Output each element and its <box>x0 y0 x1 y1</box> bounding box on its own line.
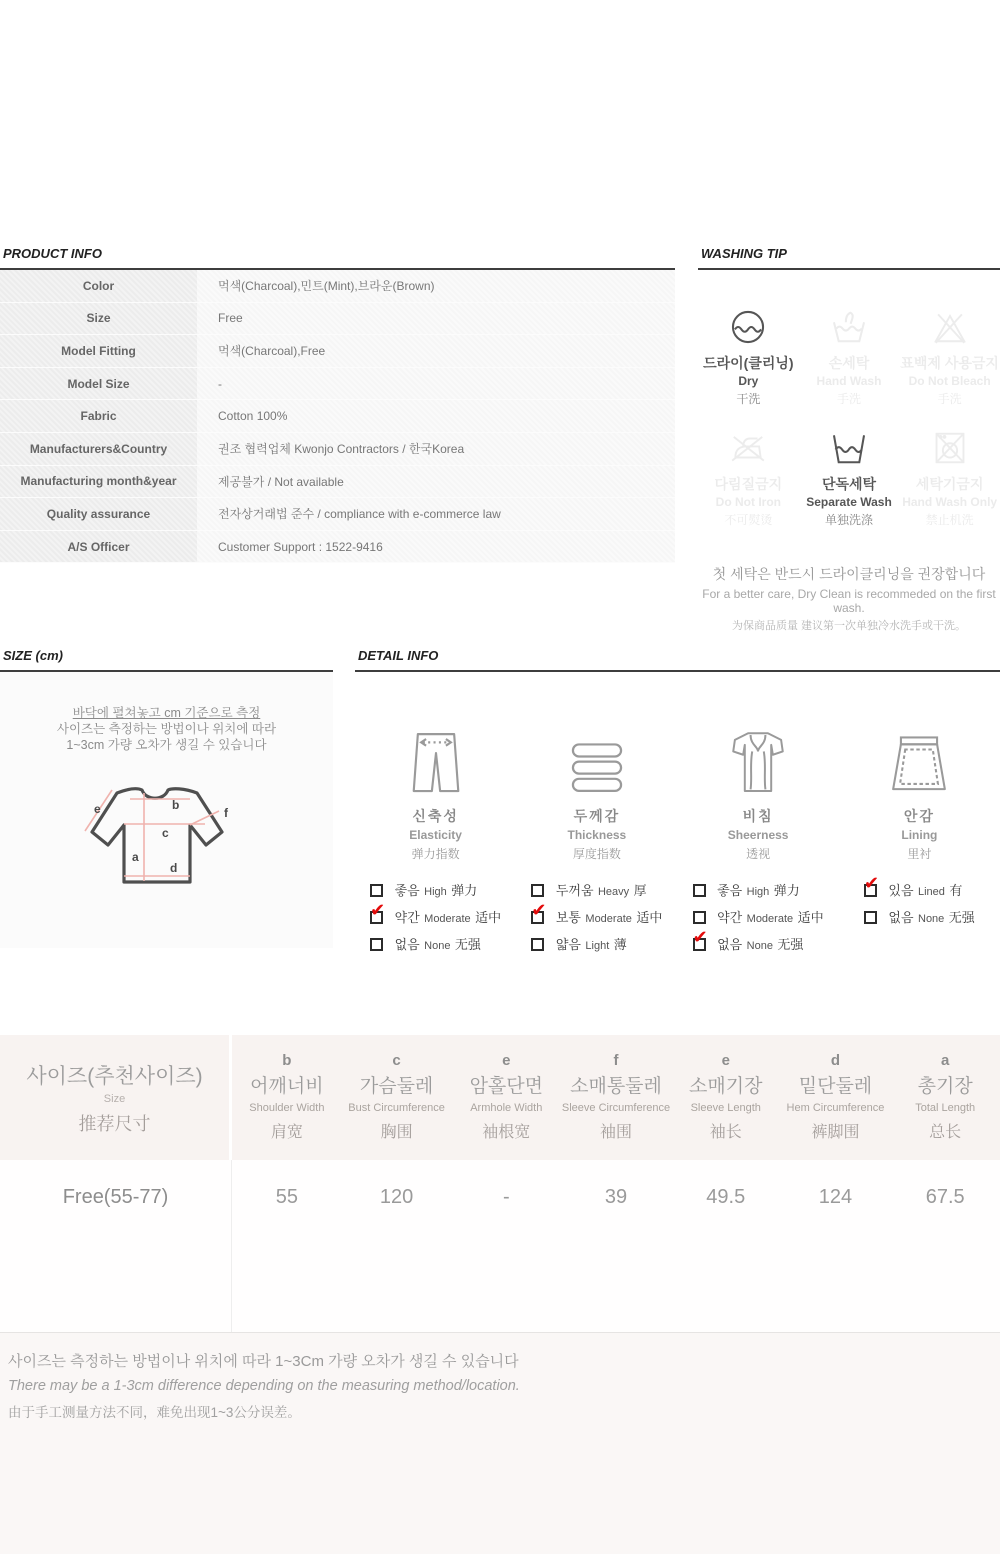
care-label-cn: 禁止机洗 <box>925 513 974 527</box>
checkbox <box>531 938 544 951</box>
row-value: - <box>197 368 675 400</box>
care-do-not-bleach <box>899 308 1000 407</box>
care-label-en: Separate Wash <box>806 495 892 509</box>
detail-label-en: Elasticity <box>409 828 462 842</box>
measurement-value: 67.5 <box>925 1186 965 1208</box>
washing-note-en: For a better care, Dry Clean is recommeded on the first wash. <box>702 587 996 615</box>
measuring-note-line1: 바닥에 펼쳐놓고 cm 기준으로 측정 <box>72 706 261 720</box>
care-do-not-iron <box>698 429 799 528</box>
detail-info-divider <box>355 670 1000 672</box>
column-header: e 소매기장 Sleeve Length 袖长 <box>689 1052 763 1141</box>
row-value: 권조 협력업체 Kwonjo Contractors / 한국Korea <box>197 433 675 465</box>
measurement-value: 55 <box>275 1186 298 1208</box>
checkbox-option[interactable]: ✔ 보통 Moderate 适中 <box>531 900 663 925</box>
detail-col-elasticity <box>355 728 516 961</box>
care-label-kr: 다림질금지 <box>714 476 783 492</box>
care-label-cn: 不可熨烫 <box>724 513 773 527</box>
checkbox-option[interactable]: 좋음 High 弹力 <box>370 880 501 900</box>
row-label: Size <box>0 303 197 335</box>
column-header: b 어깨너비 Shoulder Width 肩宽 <box>249 1052 325 1141</box>
measurement-values <box>232 1160 1000 1332</box>
care-label-cn: 手洗 <box>836 392 861 406</box>
table-row <box>0 531 675 564</box>
row-label: Manufacturing month&year <box>0 466 197 498</box>
measurement-value: 39 <box>604 1186 628 1208</box>
table-row <box>0 270 675 303</box>
option-list <box>693 880 824 961</box>
checkbox <box>531 884 544 897</box>
detail-label-cn: 厚度指数 <box>572 847 621 861</box>
checkbox <box>863 873 880 897</box>
table-row <box>0 466 675 499</box>
row-value: 제공불가 / Not available <box>197 466 675 498</box>
row-label: Manufacturers&Country <box>0 433 197 465</box>
care-separate-wash <box>799 429 900 528</box>
care-label-cn: 单独洗涤 <box>824 513 873 527</box>
do-not-iron-icon <box>698 429 799 467</box>
column-header: e 암홀단면 Armhole Width 袖根宽 <box>469 1052 543 1141</box>
care-label-cn: 手洗 <box>937 392 962 406</box>
checkbox <box>693 911 706 924</box>
measurement-value: 120 <box>379 1186 414 1208</box>
care-label-kr: 단독세탁 <box>821 476 877 492</box>
svg-text:b: b <box>171 798 179 812</box>
checkbox <box>692 927 708 951</box>
table-row <box>0 433 675 466</box>
checkbox-option[interactable]: 좋음 High 弹力 <box>693 880 824 900</box>
detail-col-thickness <box>516 728 677 961</box>
red-check-icon: ✔ <box>531 900 547 920</box>
column-header: f 소매통둘레 Sleeve Circumference 袖围 <box>561 1052 671 1141</box>
checkbox <box>531 900 547 924</box>
row-value: Free <box>197 303 675 335</box>
checkbox-option[interactable]: ✔ 있음 Lined 有 <box>863 873 963 898</box>
svg-text:e: e <box>93 802 101 816</box>
table-row <box>0 498 675 531</box>
red-check-icon: ✔ <box>692 927 708 947</box>
checkbox <box>693 884 706 897</box>
svg-text:f: f <box>223 806 228 820</box>
svg-text:c: c <box>161 826 169 840</box>
checkbox-option[interactable]: 없음 None 无强 <box>864 907 975 927</box>
detail-label-kr: 신축성 <box>412 808 459 824</box>
detail-label-en: Thickness <box>567 828 627 842</box>
washing-note-cn: 为保商品质量 建议第一次单独冷水洗手或干洗。 <box>731 620 967 632</box>
row-label: Model Fitting <box>0 335 197 367</box>
measurement-value: - <box>502 1186 510 1208</box>
red-check-icon: ✔ <box>863 873 880 893</box>
header-kr: 사이즈(추천사이즈) <box>26 1064 203 1088</box>
separate-wash-icon <box>799 429 900 467</box>
row-label: Quality assurance <box>0 498 197 530</box>
measuring-note-line2: 사이즈는 측정하는 방법이나 위치에 따라 <box>56 722 277 736</box>
column-header: d 밑단둘레 Hem Circumference 裤脚围 <box>786 1052 885 1141</box>
product-info-table <box>0 270 675 563</box>
option-list <box>863 873 975 934</box>
table-row <box>0 335 675 368</box>
checkbox <box>370 884 383 897</box>
size-table-header-size-col <box>0 1035 232 1160</box>
measurement-value: 124 <box>818 1186 853 1208</box>
measuring-note-line3: 1~3cm 가량 오차가 생길 수 있습니다 <box>66 738 267 752</box>
care-icon-grid <box>698 308 1000 528</box>
care-no-machine-wash <box>899 429 1000 528</box>
row-value: 먹색(Charcoal),Free <box>197 335 675 367</box>
detail-label-kr: 두께감 <box>573 808 621 824</box>
row-value: Cotton 100% <box>197 400 675 432</box>
care-label-cn: 干洗 <box>736 392 761 406</box>
detail-label-cn: 里衬 <box>907 847 932 861</box>
svg-text:a: a <box>131 850 139 864</box>
care-hand-wash <box>799 308 900 407</box>
hand-wash-icon <box>799 308 900 346</box>
checkbox-option[interactable]: 얇음 Light 薄 <box>531 934 662 954</box>
care-label-en: Do Not Iron <box>715 495 781 509</box>
checkbox-option[interactable]: 없음 None 无强 <box>370 934 501 954</box>
measurement-value: 49.5 <box>706 1186 746 1208</box>
care-label-en: Do Not Bleach <box>908 374 991 388</box>
care-dry-clean <box>698 308 799 407</box>
row-label: Model Size <box>0 368 197 400</box>
row-label: Fabric <box>0 400 197 432</box>
table-row <box>0 368 675 401</box>
detail-label-kr: 안감 <box>903 808 935 824</box>
svg-text:d: d <box>169 861 177 875</box>
checkbox <box>370 938 383 951</box>
checkbox <box>370 900 386 924</box>
header-en: Size <box>103 1092 126 1105</box>
detail-info-heading: DETAIL INFO <box>358 648 439 663</box>
row-value: 먹색(Charcoal),민트(Mint),브라운(Brown) <box>197 270 675 302</box>
detail-info-section <box>355 648 1000 961</box>
row-label: A/S Officer <box>0 531 197 563</box>
dry-clean-icon <box>698 308 799 346</box>
bottom-note-cn: 由于手工测量方法不同，难免出现1~3公分误差。 <box>8 1405 301 1420</box>
care-label-en: Hand Wash Only <box>902 495 998 509</box>
size-guide-section <box>0 648 333 948</box>
size-table-row <box>0 1160 1000 1332</box>
detail-col-sheerness <box>678 728 839 961</box>
measuring-note <box>0 705 333 753</box>
table-row <box>0 400 675 433</box>
option-list <box>370 880 501 961</box>
bottom-note <box>0 1332 1000 1554</box>
washing-tip-divider <box>698 268 1000 270</box>
sheer-top-icon <box>678 728 839 796</box>
bottom-note-kr: 사이즈는 측정하는 방법이나 위치에 따라 1~3Cm 가량 오차가 생길 수 있습니다 <box>8 1353 519 1370</box>
measurement-headers <box>232 1035 1000 1160</box>
checkbox-option[interactable]: 약간 Moderate 适中 <box>693 907 824 927</box>
care-label-kr: 드라이(클리닝) <box>703 355 794 371</box>
washing-note <box>698 564 1000 633</box>
size-table <box>0 1035 1000 1332</box>
row-label: Color <box>0 270 197 302</box>
row-value: Customer Support : 1522-9416 <box>197 531 675 563</box>
size-guide-panel <box>0 672 333 948</box>
size-guide-heading: SIZE (cm) <box>3 648 63 663</box>
row-value: 전자상거래법 준수 / compliance with e-commerce law <box>197 498 675 530</box>
product-info-section <box>0 246 675 563</box>
care-label-kr: 표백제 사용금지 <box>900 355 999 371</box>
checkbox-option[interactable]: ✔ 약간 Moderate 适中 <box>370 900 502 925</box>
table-row <box>0 303 675 336</box>
checkbox <box>864 911 877 924</box>
checkbox-option[interactable]: ✔ 없음 None 无强 <box>692 927 804 952</box>
care-label-kr: 손세탁 <box>828 355 870 371</box>
care-label-kr: 세탁기금지 <box>915 476 984 492</box>
tshirt-measurement-diagram <box>72 777 262 902</box>
bottom-note-en: There may be a 1-3cm difference depending on the measuring method/location. <box>8 1378 520 1394</box>
no-machine-wash-icon <box>899 429 1000 467</box>
column-header: c 가슴둘레 Bust Circumference 胸围 <box>348 1052 445 1141</box>
washing-tip-heading: WASHING TIP <box>701 246 787 261</box>
size-label: Free(55-77) <box>0 1160 232 1332</box>
detail-label-cn: 透视 <box>746 847 771 861</box>
washing-note-kr: 첫 세탁은 반드시 드라이클리닝을 권장합니다 <box>712 566 986 582</box>
header-cn: 推荐尺寸 <box>78 1113 151 1134</box>
detail-label-en: Sheerness <box>727 828 789 842</box>
washing-tip-section <box>698 246 1000 633</box>
size-table-header <box>0 1035 1000 1160</box>
option-list <box>531 880 662 961</box>
detail-label-en: Lining <box>901 828 938 842</box>
detail-columns <box>355 728 1000 961</box>
fabric-stack-icon <box>516 728 677 796</box>
column-header: a 총기장 Total Length 总长 <box>915 1052 976 1141</box>
product-info-heading: PRODUCT INFO <box>3 246 102 261</box>
checkbox-option[interactable]: 두꺼움 Heavy 厚 <box>531 880 662 900</box>
pants-stretch-icon <box>355 728 516 796</box>
do-not-bleach-icon <box>899 308 1000 346</box>
care-label-en: Dry <box>738 374 759 388</box>
detail-col-lining <box>839 728 1000 961</box>
detail-label-cn: 弹力指数 <box>411 847 460 861</box>
care-label-en: Hand Wash <box>816 374 882 388</box>
detail-label-kr: 비침 <box>742 808 774 824</box>
skirt-lining-icon <box>839 728 1000 796</box>
red-check-icon: ✔ <box>370 900 386 920</box>
